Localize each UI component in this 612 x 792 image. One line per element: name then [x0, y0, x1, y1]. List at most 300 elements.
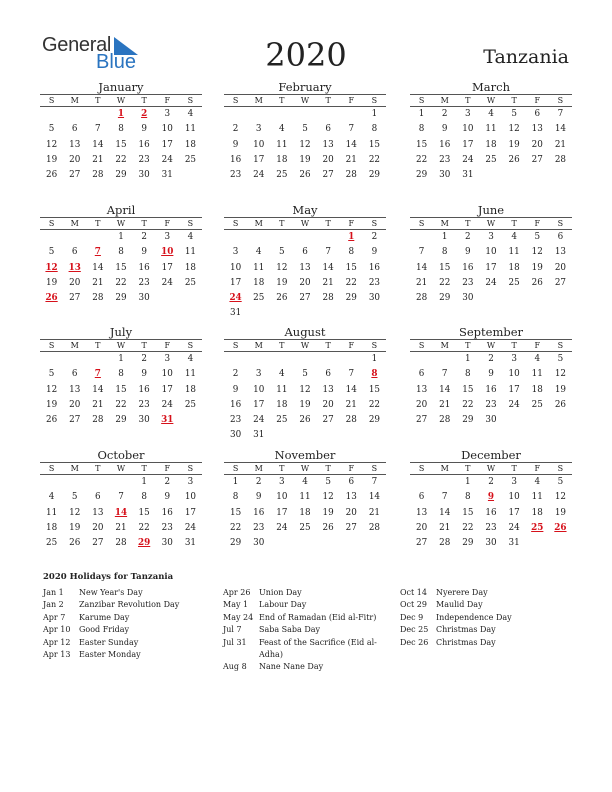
weekday-label: T [279, 341, 285, 350]
empty-cell [63, 107, 86, 122]
day-cell: 27 [415, 538, 428, 549]
day-cell: 23 [368, 277, 381, 288]
day-cell: 26 [322, 522, 334, 533]
weekday-label: M [70, 219, 79, 228]
day-cell: 11 [299, 492, 311, 503]
day-cell: 21 [368, 507, 381, 518]
day-cell: 9 [141, 369, 147, 380]
day-cell: 13 [322, 139, 334, 150]
holiday-name: Zanzibar Revolution Day [79, 600, 180, 610]
day-cell: 21 [115, 522, 127, 533]
day-cell: 24 [161, 154, 173, 165]
holiday-name: Saba Saba Day [259, 625, 321, 635]
day-cell: 30 [229, 430, 242, 441]
weekday-label: W [116, 96, 126, 105]
holiday-date: Apr 7 [43, 612, 66, 622]
month-january [40, 80, 202, 183]
month-name: May [292, 203, 318, 217]
day-cell: 25 [184, 154, 197, 165]
empty-cell [86, 107, 109, 122]
day-cell: 9 [488, 369, 494, 380]
weekday-label: S [371, 464, 378, 473]
day-cell: 10 [229, 262, 242, 273]
day-cell: 14 [92, 384, 104, 395]
day-cell: 9 [141, 124, 147, 135]
holiday-name: Good Friday [79, 625, 130, 635]
day-cell: 12 [45, 384, 58, 395]
day-cell: 15 [462, 384, 474, 395]
day-cell: 8 [441, 247, 448, 258]
day-cell: 26 [276, 293, 288, 304]
day-cell: 7 [118, 492, 124, 503]
day-cell: 9 [441, 124, 448, 135]
day-cell: 15 [439, 262, 451, 273]
weekday-label: S [187, 219, 194, 228]
day-cell: 24 [276, 522, 288, 533]
day-cell: 25 [508, 277, 520, 288]
day-cell: 21 [92, 399, 104, 410]
day-cell: 3 [164, 354, 171, 364]
day-cell: 21 [345, 399, 357, 410]
day-cell: 12 [299, 139, 311, 150]
day-cell: 15 [345, 262, 357, 273]
calendar-year: 2020 [265, 36, 347, 74]
day-cell: 30 [462, 293, 474, 304]
day-cell: 27 [69, 415, 81, 426]
day-cell: 8 [465, 369, 471, 380]
day-cell: 29 [439, 293, 451, 304]
weekday-label: T [279, 96, 285, 105]
empty-cell [86, 352, 109, 367]
weekday-label: T [511, 219, 517, 228]
day-cell: 3 [511, 354, 517, 364]
day-cell: 1 [465, 354, 471, 364]
day-cell: 27 [322, 415, 334, 426]
day-cell: 17 [485, 262, 497, 273]
weekday-label: S [232, 464, 239, 473]
day-cell: 1 [371, 354, 378, 364]
month-name: August [284, 325, 326, 339]
holiday-name: Karume Day [79, 612, 130, 622]
day-cell: 2 [371, 232, 378, 242]
day-cell: 29 [115, 293, 127, 304]
weekday-label: T [141, 96, 147, 105]
day-cell: 21 [92, 277, 104, 288]
holiday-date: Jul 7 [223, 625, 242, 635]
weekday-label: M [254, 96, 263, 105]
weekday-label: T [465, 219, 471, 228]
day-cell: 30 [138, 170, 150, 181]
day-cell: 12 [322, 492, 334, 503]
holiday-day-cell: 13 [68, 262, 81, 273]
empty-cell [40, 352, 63, 367]
weekday-label: T [325, 464, 331, 473]
weekday-header [224, 94, 386, 107]
holiday-name: Union Day [259, 588, 302, 597]
holiday-day-cell: 26 [45, 293, 58, 304]
weekday-label: S [232, 219, 239, 228]
weekday-label: S [232, 96, 239, 105]
day-cell: 13 [554, 247, 567, 258]
holiday-day-cell: 24 [229, 293, 242, 304]
day-cell: 18 [253, 277, 265, 288]
weekday-header [410, 339, 572, 352]
day-cell: 1 [141, 477, 147, 487]
empty-cell [317, 107, 340, 122]
day-cell: 20 [69, 399, 81, 410]
day-cell: 6 [71, 369, 78, 380]
day-cell: 7 [348, 369, 355, 380]
weekday-label: S [418, 96, 425, 105]
empty-cell [40, 475, 63, 490]
day-cell: 30 [161, 538, 173, 549]
holiday-entry [223, 661, 381, 673]
holiday-entry [223, 637, 381, 662]
day-cell: 12 [276, 262, 288, 273]
month-name: September [458, 325, 524, 339]
day-cell: 27 [299, 293, 311, 304]
day-cell: 12 [531, 247, 543, 258]
holiday-column [223, 587, 381, 674]
month-name: December [461, 448, 521, 462]
weekday-label: W [300, 219, 310, 228]
holiday-date: Jan 2 [43, 600, 64, 610]
day-grid [410, 107, 572, 183]
day-cell: 13 [69, 384, 81, 395]
weekday-label: T [511, 464, 517, 473]
weekday-header [410, 217, 572, 230]
day-cell: 23 [229, 170, 242, 181]
day-cell: 8 [348, 247, 355, 258]
weekday-label: F [534, 464, 541, 473]
day-cell: 20 [69, 277, 81, 288]
weekday-label: W [486, 464, 496, 473]
day-cell: 12 [69, 507, 81, 518]
day-cell: 17 [253, 154, 265, 165]
day-cell: 9 [141, 247, 147, 258]
empty-cell [63, 352, 86, 367]
day-cell: 14 [345, 384, 357, 395]
day-cell: 25 [299, 522, 311, 533]
day-cell: 17 [462, 139, 474, 150]
day-cell: 11 [485, 124, 497, 135]
day-cell: 17 [161, 384, 173, 395]
weekday-label: S [187, 96, 194, 105]
empty-cell [63, 475, 86, 490]
empty-cell [410, 352, 433, 367]
weekday-label: M [440, 341, 449, 350]
day-cell: 8 [118, 124, 124, 135]
holiday-column [43, 587, 201, 661]
weekday-label: F [348, 464, 355, 473]
day-cell: 3 [511, 477, 517, 487]
day-grid [40, 352, 202, 428]
day-cell: 14 [92, 262, 104, 273]
day-cell: 28 [345, 415, 357, 426]
month-name: March [472, 80, 510, 94]
day-cell: 2 [164, 477, 171, 487]
empty-cell [247, 352, 270, 367]
weekday-label: W [300, 96, 310, 105]
day-cell: 18 [184, 384, 197, 395]
day-cell: 16 [161, 507, 173, 518]
holiday-date: Apr 26 [223, 588, 251, 597]
day-cell: 2 [255, 477, 262, 487]
day-cell: 9 [164, 492, 171, 503]
month-april [40, 203, 202, 306]
day-cell: 26 [554, 399, 567, 410]
weekday-label: T [279, 464, 285, 473]
day-cell: 2 [488, 477, 494, 487]
weekday-label: T [95, 341, 101, 350]
day-cell: 8 [118, 369, 124, 380]
day-cell: 18 [531, 507, 543, 518]
empty-cell [293, 352, 316, 367]
day-cell: 17 [229, 277, 242, 288]
day-cell: 29 [368, 170, 381, 181]
day-cell: 15 [115, 262, 127, 273]
day-cell: 20 [531, 139, 543, 150]
day-cell: 19 [45, 154, 58, 165]
weekday-label: T [511, 96, 517, 105]
day-cell: 27 [69, 293, 81, 304]
day-cell: 28 [368, 522, 381, 533]
holiday-date: May 24 [223, 612, 254, 622]
day-cell: 9 [232, 139, 239, 150]
day-cell: 3 [164, 232, 171, 242]
day-cell: 2 [232, 124, 239, 135]
day-cell: 23 [138, 277, 150, 288]
day-grid [410, 475, 572, 551]
empty-cell [86, 230, 109, 245]
month-august [224, 325, 386, 444]
day-cell: 21 [439, 522, 451, 533]
day-cell: 18 [276, 154, 288, 165]
day-cell: 29 [368, 415, 381, 426]
day-grid [40, 475, 202, 551]
weekday-label: F [164, 464, 171, 473]
day-cell: 4 [187, 109, 194, 119]
weekday-label: S [557, 341, 564, 350]
day-cell: 28 [554, 154, 567, 165]
holiday-entry [400, 612, 558, 624]
day-cell: 13 [92, 507, 104, 518]
day-cell: 5 [71, 492, 78, 503]
holiday-entry [43, 612, 201, 624]
weekday-label: W [486, 219, 496, 228]
day-cell: 1 [118, 354, 124, 364]
day-cell: 4 [279, 124, 285, 135]
weekday-label: T [279, 219, 285, 228]
day-cell: 31 [229, 308, 242, 319]
day-cell: 17 [508, 384, 520, 395]
day-cell: 6 [71, 124, 78, 135]
weekday-label: S [557, 96, 564, 105]
day-cell: 10 [253, 384, 265, 395]
empty-cell [433, 475, 456, 490]
holiday-date: Dec 25 [400, 625, 429, 635]
holiday-entry [400, 587, 558, 599]
holiday-day-cell: 14 [114, 507, 128, 518]
day-cell: 17 [161, 262, 173, 273]
day-cell: 14 [92, 139, 104, 150]
day-cell: 29 [115, 170, 127, 181]
day-cell: 21 [439, 399, 451, 410]
weekday-label: W [116, 464, 126, 473]
weekday-label: T [141, 464, 147, 473]
empty-cell [247, 107, 270, 122]
day-cell: 3 [232, 247, 239, 258]
day-cell: 25 [253, 293, 265, 304]
day-cell: 12 [508, 124, 520, 135]
day-cell: 27 [345, 522, 357, 533]
day-cell: 1 [371, 109, 378, 119]
day-cell: 20 [322, 399, 334, 410]
holiday-date: Dec 26 [400, 637, 429, 647]
day-cell: 16 [462, 262, 474, 273]
day-cell: 14 [439, 507, 451, 518]
day-cell: 22 [368, 399, 381, 410]
day-cell: 18 [184, 139, 197, 150]
day-cell: 6 [71, 247, 78, 258]
weekday-label: W [116, 219, 126, 228]
day-cell: 29 [415, 170, 428, 181]
day-cell: 3 [164, 109, 171, 119]
day-cell: 22 [462, 399, 474, 410]
day-cell: 23 [485, 399, 497, 410]
month-november [224, 448, 386, 551]
day-cell: 31 [508, 538, 520, 549]
weekday-label: F [164, 96, 171, 105]
weekday-label: M [70, 341, 79, 350]
empty-cell [247, 230, 270, 245]
day-cell: 10 [462, 124, 474, 135]
day-cell: 16 [253, 507, 265, 518]
month-october [40, 448, 202, 551]
day-cell: 18 [184, 262, 197, 273]
day-cell: 30 [368, 293, 381, 304]
day-cell: 26 [299, 170, 311, 181]
day-cell: 9 [255, 492, 262, 503]
empty-cell [270, 107, 293, 122]
day-cell: 4 [187, 232, 194, 242]
day-cell: 11 [531, 369, 543, 380]
weekday-label: T [325, 96, 331, 105]
weekday-label: S [371, 96, 378, 105]
month-name: April [106, 203, 136, 217]
weekday-header [40, 339, 202, 352]
day-cell: 28 [439, 538, 451, 549]
empty-cell [317, 230, 340, 245]
day-cell: 8 [118, 247, 124, 258]
weekday-label: T [465, 96, 471, 105]
weekday-header [410, 94, 572, 107]
day-cell: 31 [462, 170, 474, 181]
day-cell: 22 [345, 277, 357, 288]
day-cell: 15 [368, 139, 381, 150]
weekday-label: T [95, 219, 101, 228]
day-cell: 10 [161, 369, 173, 380]
day-cell: 18 [508, 262, 520, 273]
weekday-label: F [534, 96, 541, 105]
weekday-label: S [418, 219, 425, 228]
month-may [224, 203, 386, 322]
month-name: October [97, 448, 145, 462]
day-cell: 3 [465, 109, 471, 119]
day-cell: 5 [48, 247, 55, 258]
weekday-label: S [418, 464, 425, 473]
day-cell: 19 [45, 277, 58, 288]
day-cell: 19 [276, 277, 288, 288]
day-cell: 27 [554, 277, 567, 288]
day-cell: 23 [229, 415, 242, 426]
day-grid [224, 475, 386, 551]
weekday-label: T [511, 341, 517, 350]
day-cell: 24 [253, 170, 265, 181]
day-cell: 15 [115, 384, 127, 395]
day-cell: 17 [253, 399, 265, 410]
day-cell: 19 [299, 154, 311, 165]
day-cell: 2 [465, 232, 471, 242]
day-cell: 4 [488, 109, 494, 119]
weekday-header [40, 94, 202, 107]
holiday-day-cell: 7 [94, 247, 101, 258]
day-cell: 4 [534, 477, 541, 487]
holiday-entry [43, 587, 201, 599]
holiday-date: Oct 14 [400, 588, 427, 597]
day-cell: 21 [92, 154, 104, 165]
day-cell: 19 [531, 262, 543, 273]
holiday-date: Aug 8 [223, 662, 247, 672]
day-cell: 5 [48, 369, 55, 380]
weekday-label: T [325, 219, 331, 228]
empty-cell [40, 107, 63, 122]
month-march [410, 80, 572, 183]
day-cell: 16 [138, 384, 150, 395]
day-cell: 21 [415, 277, 428, 288]
day-cell: 25 [276, 415, 288, 426]
weekday-header [224, 339, 386, 352]
day-cell: 19 [554, 384, 567, 395]
holiday-name: New Year's Day [79, 588, 143, 597]
day-cell: 20 [415, 399, 428, 410]
day-cell: 28 [92, 293, 104, 304]
day-cell: 2 [141, 232, 147, 242]
weekday-label: M [440, 219, 449, 228]
day-cell: 16 [138, 139, 150, 150]
day-cell: 24 [462, 154, 474, 165]
day-cell: 11 [531, 492, 543, 503]
empty-cell [270, 352, 293, 367]
holiday-date: Dec 9 [400, 612, 424, 622]
weekday-label: W [486, 341, 496, 350]
weekday-label: S [48, 341, 55, 350]
day-cell: 22 [439, 277, 451, 288]
day-cell: 30 [439, 170, 451, 181]
day-cell: 24 [508, 399, 520, 410]
month-name: November [274, 448, 336, 462]
day-cell: 7 [348, 124, 355, 135]
month-name: July [109, 325, 133, 339]
weekday-label: M [254, 341, 263, 350]
holiday-day-cell: 1 [117, 109, 125, 119]
empty-cell [340, 352, 363, 367]
day-cell: 22 [229, 522, 242, 533]
day-cell: 20 [299, 277, 311, 288]
weekday-label: S [48, 219, 55, 228]
day-cell: 13 [415, 384, 428, 395]
day-grid [40, 107, 202, 183]
